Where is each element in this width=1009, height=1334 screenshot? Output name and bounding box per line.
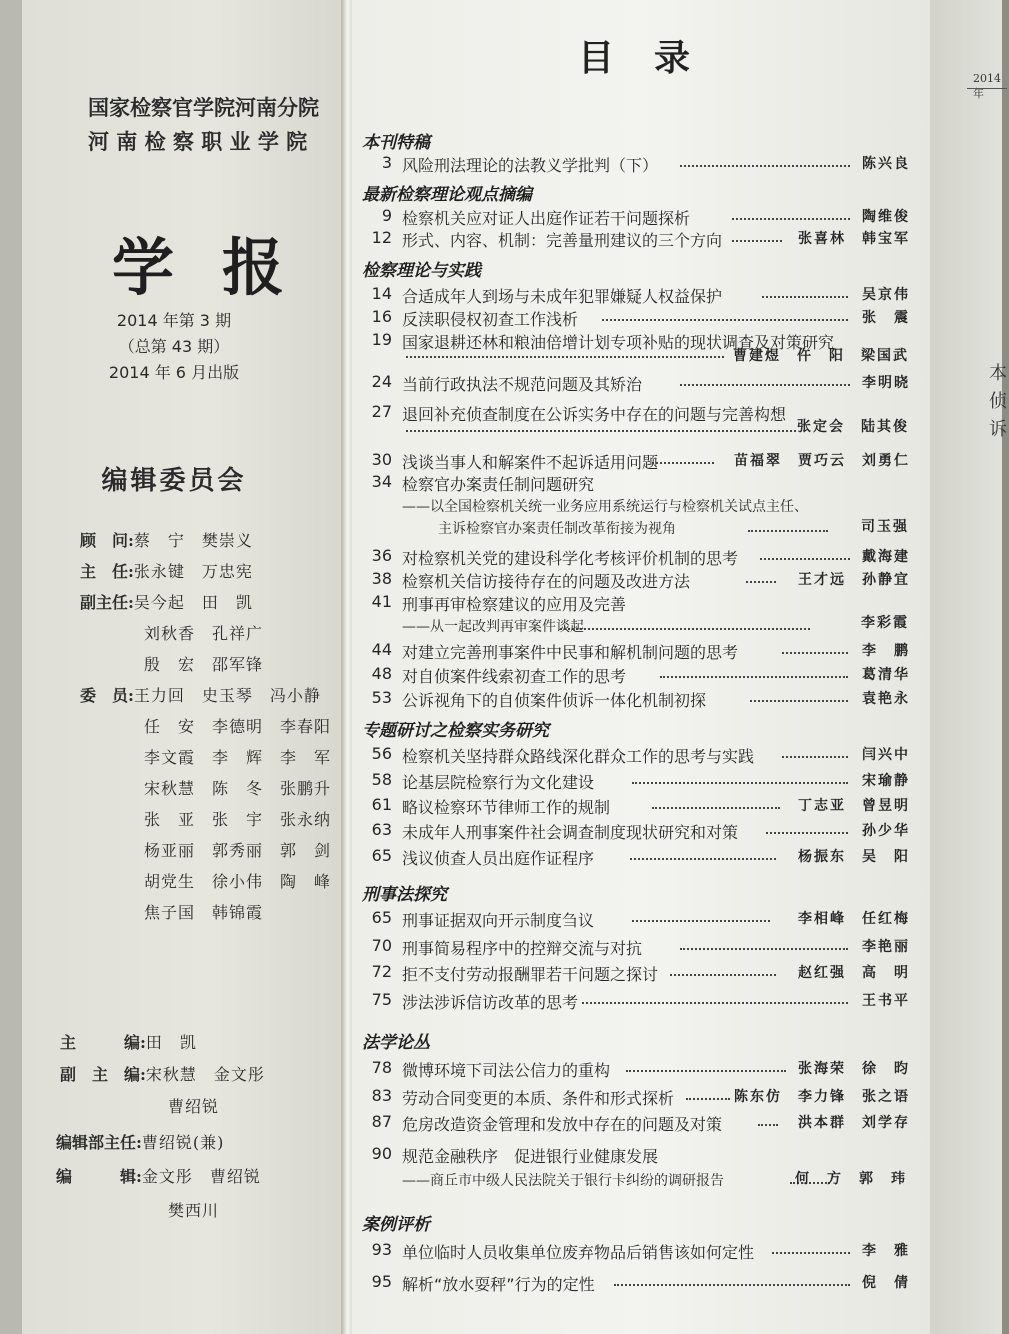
committee-row	[80, 590, 253, 613]
article-author: 戴海建	[862, 549, 910, 565]
editor-role: 编辑部主任:	[56, 1133, 142, 1152]
journal-name: 学报	[112, 231, 333, 304]
article-title: 刑事再审检察建议的应用及完善	[402, 595, 627, 614]
editor-role: 副 主 编:	[60, 1065, 146, 1084]
leader-dots	[782, 652, 848, 654]
editor-row	[56, 1130, 224, 1153]
article-title: 形式、内容、机制：完善量刑建议的三个方向	[402, 231, 723, 250]
article-title: 检察机关应对证人出庭作证若干问题探析	[402, 209, 691, 228]
article-title: 涉法涉诉信访改革的思考	[402, 993, 579, 1012]
publish-date: 2014 年 6 月出版	[108, 363, 240, 382]
toc-entry[interactable]	[362, 664, 910, 686]
committee-row	[144, 838, 331, 861]
page-number: 30	[371, 450, 392, 469]
page-number: 9	[381, 206, 392, 225]
toc-entry[interactable]	[362, 640, 910, 662]
leader-dots	[680, 384, 850, 386]
article-title: 公诉视角下的自侦案件侦诉一体化机制初探	[402, 691, 707, 710]
toc-entry[interactable]	[362, 546, 910, 568]
article-author: 张海荣 徐 昀	[798, 1061, 910, 1077]
article-author: 张定会 陆其俊	[797, 419, 909, 435]
leader-dots	[762, 296, 848, 298]
leader-dots	[660, 676, 848, 678]
toc-entry[interactable]	[362, 990, 910, 1012]
toc-entry[interactable]	[362, 795, 910, 817]
page-number: 70	[371, 936, 392, 955]
page-number: 87	[371, 1112, 392, 1131]
toc-entry[interactable]	[362, 450, 910, 472]
article-author: 闫兴中	[862, 747, 910, 763]
page-number: 34	[371, 472, 392, 491]
leader-dots	[746, 581, 776, 583]
article-title: 论基层院检察行为文化建设	[402, 773, 595, 792]
committee-names: 刘秋香 孔祥广	[144, 624, 264, 643]
committee-names: 蔡 宁 樊崇义	[133, 531, 253, 550]
toc-entry[interactable]	[362, 153, 910, 175]
article-author: 王书平	[862, 993, 910, 1009]
toc-entry[interactable]	[362, 228, 910, 250]
committee-row	[80, 559, 253, 582]
committee-row	[144, 807, 331, 830]
gutter-shadow	[0, 0, 22, 1334]
leader-dots	[670, 974, 776, 976]
leader-dots	[686, 1098, 730, 1100]
committee-row	[144, 869, 331, 892]
article-author: 陶维俊	[862, 209, 910, 225]
committee-row	[144, 714, 331, 737]
page-number: 61	[371, 795, 392, 814]
page-number: 14	[371, 284, 392, 303]
toc-entry[interactable]	[362, 1272, 910, 1294]
leader-dots	[652, 462, 714, 464]
leader-dots	[626, 1070, 786, 1072]
toc-entry[interactable]	[362, 688, 910, 710]
leader-dots	[680, 165, 850, 167]
article-title: 浅谈当事人和解案件不起诉适用问题	[402, 453, 659, 472]
leader-dots	[782, 756, 848, 758]
article-author: 曹建煜 仵 阳 梁国武	[733, 348, 909, 364]
article-author: 杨振东 吴 阳	[798, 849, 910, 865]
page-number: 72	[371, 962, 392, 981]
article-author: 陈东仿 李力锋 张之语	[734, 1089, 910, 1105]
article-author: 丁志亚 曾昱明	[798, 798, 910, 814]
article-title: 解析“放水耍秤”行为的定性	[402, 1275, 595, 1294]
leader-dots	[406, 356, 724, 358]
committee-row	[144, 745, 331, 768]
page-number: 19	[371, 330, 392, 349]
article-title: 对建立完善刑事案件中民事和解机制问题的思考	[402, 643, 739, 662]
toc-entry[interactable]	[362, 820, 910, 842]
toc-title: 目录	[578, 37, 731, 79]
leader-dots	[750, 700, 848, 702]
editor-names: 宋秋慧 金文彤	[145, 1065, 265, 1084]
toc-entry[interactable]	[362, 1144, 910, 1166]
committee-names: 殷 宏 邵军锋	[144, 655, 264, 674]
article-author: 张喜林 韩宝军	[798, 231, 910, 247]
leader-dots	[652, 807, 780, 809]
article-author: 李 雅	[862, 1243, 910, 1259]
article-subtitle: ——从一起改判再审案件谈起	[402, 619, 584, 635]
committee-role: 主 任:	[80, 562, 134, 581]
editor-names: 曹绍锐	[168, 1097, 220, 1116]
committee-names: 张 亚 张 宇 张永纳	[144, 810, 332, 829]
toc-entry[interactable]	[362, 206, 910, 228]
article-title: 拒不支付劳动报酬罪若干问题之探讨	[402, 965, 659, 984]
page-number: 93	[371, 1240, 392, 1259]
leader-dots	[766, 832, 848, 834]
leader-dots	[760, 558, 850, 560]
article-title: 单位临时人员收集单位废弃物品后销售该如何定性	[402, 1243, 755, 1262]
page-number: 78	[371, 1058, 392, 1077]
article-author: 赵红强 高 明	[798, 965, 910, 981]
article-title: 检察官办案责任制问题研究	[402, 475, 595, 494]
article-author: 王才远 孙静宜	[798, 572, 910, 588]
editor-row	[60, 1062, 265, 1085]
committee-names: 任 安 李德明 李春阳	[144, 717, 332, 736]
article-title: 反渎职侵权初查工作浅析	[402, 310, 579, 329]
article-title: 风险刑法理论的法教义学批判（下）	[402, 156, 659, 175]
article-author: 李相峰 任红梅	[798, 911, 910, 927]
committee-role: 顾 问:	[80, 531, 134, 550]
article-subtitle: ——商丘市中级人民法院关于银行卡纠纷的调研报告	[402, 1173, 724, 1189]
committee-names: 杨亚丽 郭秀丽 郭 剑	[144, 841, 332, 860]
article-author: 宋瑜静	[862, 773, 910, 789]
toc-entry[interactable]	[362, 307, 910, 329]
committee-names: 焦子国 韩锦霞	[144, 903, 264, 922]
committee-names: 张永键 万忠宪	[133, 562, 253, 581]
leader-dots	[632, 920, 770, 922]
article-title: 合适成年人到场与未成年犯罪嫌疑人权益保护	[402, 287, 723, 306]
editor-row	[168, 1094, 219, 1117]
page-number: 53	[371, 688, 392, 707]
article-title: 劳动合同变更的本质、条件和形式探析	[402, 1089, 675, 1108]
page-number: 41	[371, 592, 392, 611]
editor-row	[168, 1198, 219, 1221]
toc-entry[interactable]	[362, 569, 910, 591]
editor-row	[60, 1030, 197, 1053]
page-number: 12	[371, 228, 392, 247]
article-title: 规范金融秩序 促进银行业健康发展	[402, 1147, 659, 1166]
page-number: 95	[371, 1272, 392, 1291]
toc-entry[interactable]	[362, 1086, 910, 1108]
leader-dots	[614, 1284, 850, 1286]
page-number: 44	[371, 640, 392, 659]
committee-names: 王力回 史玉琴 冯小静	[133, 686, 321, 705]
page-number: 65	[371, 908, 392, 927]
toc-entry[interactable]	[362, 472, 910, 494]
article-subtitle: 主诉检察官办案责任制改革衔接为视角	[438, 521, 676, 537]
editor-row	[56, 1164, 261, 1187]
leader-dots	[632, 782, 848, 784]
article-title: 微博环境下司法公信力的重构	[402, 1061, 611, 1080]
institution-name-line2: 河 南 检 察 职 业 学 院	[88, 129, 308, 154]
leader-dots	[748, 530, 828, 532]
page-number: 83	[371, 1086, 392, 1105]
left-page	[0, 0, 348, 1334]
article-author: 李彩霞	[861, 615, 909, 631]
article-author: 葛清华	[862, 667, 910, 683]
page-number: 24	[371, 372, 392, 391]
committee-row	[144, 621, 263, 644]
editor-role: 主 编:	[60, 1033, 146, 1052]
toc-entry[interactable]	[362, 846, 910, 868]
article-title: 未成年人刑事案件社会调查制度现状研究和对策	[402, 823, 739, 842]
toc-entry[interactable]	[362, 962, 910, 984]
toc-entry[interactable]	[362, 372, 910, 394]
committee-names: 李文霞 李 辉 李 军	[144, 748, 332, 767]
page-number: 36	[371, 546, 392, 565]
section-heading: 检察理论与实践	[362, 261, 481, 281]
committee-row	[144, 900, 263, 923]
article-author: 吴京伟	[862, 287, 910, 303]
toc-entry[interactable]	[362, 936, 910, 958]
page-number: 3	[381, 153, 392, 172]
article-author: 李 鹏	[862, 643, 910, 659]
editor-names: 樊西川	[168, 1201, 220, 1220]
editor-role: 编 辑:	[56, 1167, 142, 1186]
committee-row	[144, 776, 331, 799]
section-heading: 法学论丛	[362, 1033, 430, 1053]
article-title: 国家退耕还林和粮油倍增计划专项补贴的现状调查及对策研究	[402, 333, 835, 352]
editor-names: 田 凯	[145, 1033, 197, 1052]
next-page-chars: 本侦诉	[989, 363, 1007, 440]
institution-name-line1: 国家检察官学院河南分院	[88, 95, 319, 120]
section-heading: 刑事法探究	[362, 885, 447, 905]
editor-names: 金文彤 曹绍锐	[141, 1167, 261, 1186]
article-subtitle: ——以全国检察机关统一业务应用系统运行与检察机关试点主任、	[402, 499, 808, 515]
article-author: 李明晓	[862, 375, 910, 391]
committee-role: 副主任:	[80, 593, 134, 612]
article-title: 对检察机关党的建设科学化考核评价机制的思考	[402, 549, 739, 568]
article-title: 刑事证据双向开示制度刍议	[402, 911, 595, 930]
article-author: 陈兴良	[862, 156, 910, 172]
article-author: 洪本群 刘学存	[798, 1115, 910, 1131]
leader-dots	[758, 1124, 778, 1126]
committee-role: 委 员:	[80, 686, 134, 705]
section-heading: 专题研讨之检察实务研究	[362, 721, 549, 741]
section-heading: 最新检察理论观点摘编	[362, 185, 532, 205]
article-author: 司玉强	[861, 519, 909, 535]
next-page-rule	[967, 88, 1007, 89]
article-title: 检察机关信访接待存在的问题及改进方法	[402, 572, 691, 591]
toc-entry[interactable]	[362, 592, 910, 614]
leader-dots	[406, 430, 796, 432]
section-heading: 案例评析	[362, 1215, 430, 1235]
article-title: 当前行政执法不规范问题及其矫治	[402, 375, 643, 394]
issue-number: 2014 年第 3 期	[116, 311, 232, 330]
page-number: 65	[371, 846, 392, 865]
section-heading: 本刊特稿	[362, 133, 430, 153]
total-issue: （总第 43 期）	[118, 337, 230, 356]
leader-dots	[560, 628, 810, 630]
article-author: 倪 倩	[862, 1275, 910, 1291]
page-number: 48	[371, 664, 392, 683]
page-number: 38	[371, 569, 392, 588]
toc-entry[interactable]	[362, 1240, 910, 1262]
editor-names: 曹绍锐(兼)	[141, 1133, 225, 1152]
page-number: 27	[371, 402, 392, 421]
toc-entry[interactable]	[362, 1058, 910, 1080]
toc-entry[interactable]	[362, 744, 910, 766]
article-author: 袁艳永	[862, 691, 910, 707]
article-author: 孙少华	[862, 823, 910, 839]
article-title: 检察机关坚持群众路线深化群众工作的思考与实践	[402, 747, 755, 766]
committee-names: 宋秋慧 陈 冬 张鹏升	[144, 779, 332, 798]
toc-entry[interactable]	[362, 284, 910, 306]
toc-entry[interactable]	[362, 1112, 910, 1134]
article-author: 何 方 郭 玮	[795, 1171, 907, 1187]
article-author: 张 震	[862, 310, 910, 326]
leader-dots	[772, 1252, 850, 1254]
article-title: 略议检察环节律师工作的规制	[402, 798, 611, 817]
article-title: 危房改造资金管理和发放中存在的问题及对策	[402, 1115, 723, 1134]
leader-dots	[680, 948, 848, 950]
article-author: 苗福翠 贾巧云 刘勇仁	[734, 453, 910, 469]
leader-dots	[630, 858, 776, 860]
leader-dots	[732, 240, 782, 242]
page-number: 58	[371, 770, 392, 789]
committee-row	[144, 652, 263, 675]
committee-row	[80, 528, 253, 551]
page-number: 16	[371, 307, 392, 326]
next-page-header: 2014 年	[973, 72, 1001, 100]
article-title: 退回补充侦查制度在公诉实务中存在的问题与完善构想	[402, 405, 787, 424]
leader-dots	[732, 218, 850, 220]
article-author: 李艳丽	[862, 939, 910, 955]
committee-names: 吴今起 田 凯	[133, 593, 253, 612]
toc-entry[interactable]	[362, 770, 910, 792]
committee-row	[80, 683, 321, 706]
page-number: 56	[371, 744, 392, 763]
page-number: 90	[371, 1144, 392, 1163]
leader-dots	[602, 319, 848, 321]
committee-title: 编辑委员会	[101, 466, 247, 496]
article-title: 对自侦案件线索初查工作的思考	[402, 667, 627, 686]
article-title: 刑事简易程序中的控辩交流与对抗	[402, 939, 643, 958]
page-number: 75	[371, 990, 392, 1009]
page-number: 63	[371, 820, 392, 839]
leader-dots	[582, 1002, 848, 1004]
toc-entry[interactable]	[362, 908, 910, 930]
article-title: 浅议侦查人员出庭作证程序	[402, 849, 595, 868]
committee-names: 胡党生 徐小伟 陶 峰	[144, 872, 332, 891]
